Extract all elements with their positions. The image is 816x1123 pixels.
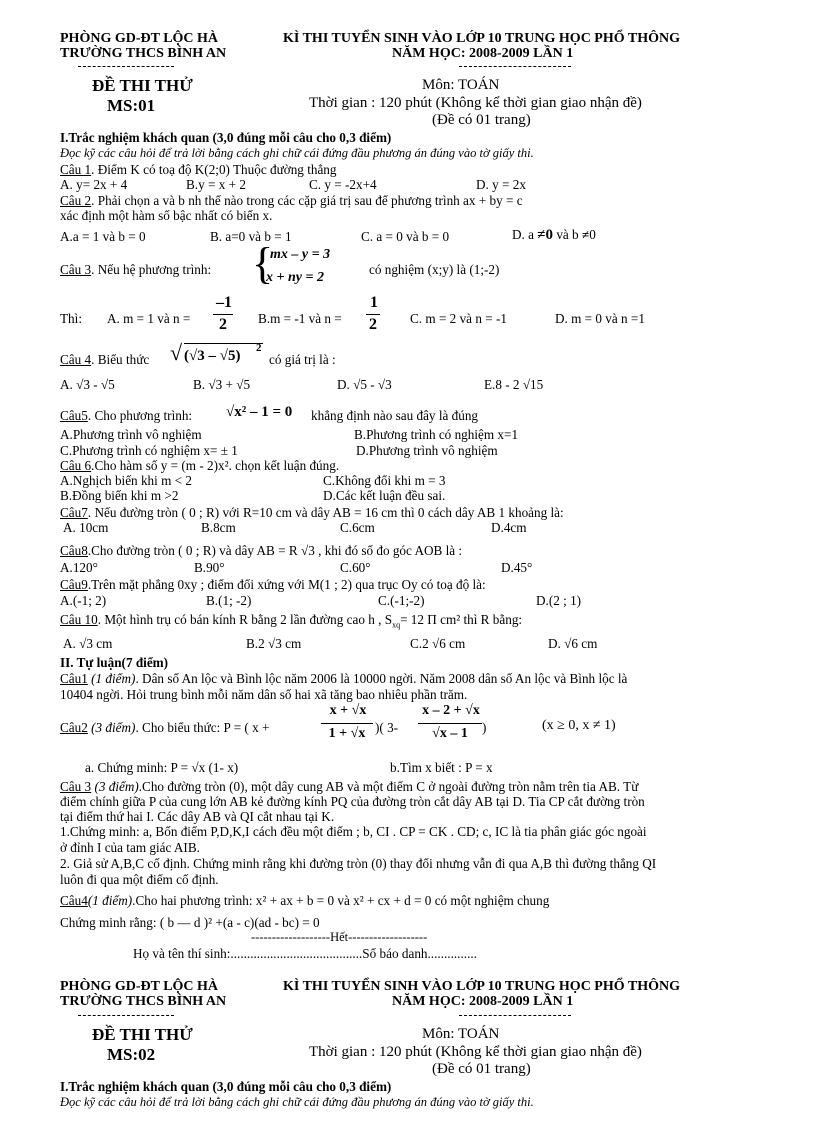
option-c: C. m = 2 và n = -1 [410,311,507,326]
option-b: B.Đồng biến khi m >2 [60,488,179,503]
question-8 [60,543,462,558]
option-a: A.120° [60,560,98,575]
question-text: . Điểm K có toạ độ K(2;0) Thuộc đường thẳng [91,162,337,177]
part1-heading: I.Trắc nghiệm khách quan (3,0 đúng mỗi câu cho 0,3 điểm) [60,1079,392,1094]
option-d: D. √6 cm [548,636,598,651]
essay-3-line: tại điểm thứ hai I. Các dây AB và QI cắt nhau tại K. [60,809,335,824]
exam-code: MS:01 [107,96,156,115]
question-text: .Cho hai phương trình: x² + ax + b = 0 và x² + cx + d = 0 có một nghiệm chung [132,893,550,908]
question-label: Câu 6 [60,458,92,473]
question-text: . Biểu thức [91,352,150,367]
option-a: A.Nghịch biến khi m < 2 [60,473,192,488]
fraction-numerator: –1 [216,294,232,311]
question-5 [60,408,192,423]
question-label: Câu 1 [60,162,92,177]
exam-name: KÌ THI TUYỂN SINH VÀO LỚP 10 TRUNG HỌC PHỔ THÔNG [283,979,681,994]
fraction-numerator: x – 2 + √x [422,703,480,718]
system-equation-1: mx – y = 3 [270,247,331,262]
page-count: (Đề có 01 trang) [432,112,531,128]
school-name: TRƯỜNG THCS BÌNH AN [60,46,227,61]
question-label: Câu 4 [60,352,92,367]
option-b: B. √3 + √5 [193,377,251,392]
essay-3-line: 1.Chứng minh: a, Bốn điểm P,D,K,I cách đều một điểm ; b, CI . CP = CK . CD; c, IC là tia phân giác góc ngoài [60,824,647,839]
option-b: B.Phương trình có nghiệm x=1 [354,427,519,442]
fraction-numerator: 1 [370,294,378,311]
question-3-then: Thì: [60,311,82,326]
subject: Môn: TOÁN [422,77,500,93]
question-text: .Trên mặt phẳng 0xy ; điểm đối xứng với M(1 ; 2) qua trục Oy có toạ độ là: [87,577,486,592]
essay-1-cont: 10404 ngời. Hỏi trung bình mỗi năm dân số hai xã tăng bao nhiêu phần trăm. [60,687,468,702]
essay-4 [60,893,549,908]
option-d [512,227,596,244]
question-text: . Cho phương trình: [87,408,193,423]
fraction-bar [213,314,233,315]
fraction-bar [321,723,373,724]
option-text: 0 [545,227,554,243]
option-a: A. 10cm [63,520,109,535]
exam-title: ĐỀ THI THỬ [92,76,193,95]
essay-2-part-a: a. Chứng minh: P = √x (1- x) [85,760,239,775]
part1-heading: I.Trắc nghiệm khách quan (3,0 đúng mỗi câu cho 0,3 điểm) [60,130,392,145]
question-label: Câu5 [60,408,88,423]
option-text: D. a [512,227,534,242]
option-a: A. √3 - √5 [60,377,115,392]
question-points: (1 điểm) [87,893,133,908]
question-points: (3 điểm) [91,779,139,794]
option-b: B.90° [194,560,225,575]
option-c: C.6cm [340,520,375,535]
question-text: = 12 Π cm² thì R bằng: [400,612,523,627]
question-4 [60,352,149,367]
question-label: Câu9 [60,577,88,592]
exam-title: ĐỀ THI THỬ [92,1025,193,1044]
option-text: 0 [589,227,596,242]
divider [459,1015,571,1016]
exam-time: Thời gian : 120 phút (Không kể thời gian giao nhận đề) [309,95,642,111]
option-b: B.y = x + 2 [186,177,246,192]
option-e: E.8 - 2 √15 [484,377,544,392]
divider [78,1015,174,1016]
question-6 [60,458,339,473]
question-label: Câu 10 [60,612,98,627]
question-label: Câu 3 [60,779,92,794]
question-text: .Cho đường tròn (0), một dây cung AB và một điểm C ở ngoài đường tròn nằm trên tia AB. Từ [138,779,639,794]
essay-1 [60,671,627,686]
neq-symbol: ≠ [537,227,546,243]
candidate-info: Họ và tên thí sinh:........................................Số báo danh............... [133,946,477,961]
question-label: Câu1 [60,671,88,686]
fraction-denominator: 2 [369,316,377,333]
question-3 [60,262,211,277]
system-equation-2: x + ny = 2 [266,270,324,285]
question-text: . Dân số An lộc và Bình lộc năm 2006 là 10000 ngời. Năm 2008 dân số An lộc và Bình lộc là [135,671,628,686]
option-b: B.m = -1 và n = [258,311,342,326]
essay-4-cont: Chứng minh rằng: ( b — d )² +(a - c)(ad - bc) = 0 [60,915,320,930]
option-d: D. √5 - √3 [337,377,392,392]
part1-instruction: Đọc kỹ các câu hỏi để trả lời bằng cách ghi chữ cái đứng đầu phương án đúng vào tờ giấy thi. [60,146,534,160]
school-year: NĂM HỌC: 2008-2009 LẦN 1 [392,994,574,1009]
radicand: (√3 – √5) [184,348,241,364]
subscript: xq [392,620,401,630]
option-d: D.Các kết luận đều sai. [323,488,446,503]
divider [459,66,571,67]
expression-part: ) [482,720,487,735]
exam-time: Thời gian : 120 phút (Không kể thời gian giao nhận đề) [309,1044,642,1060]
school-department: PHÒNG GD-ĐT LỘC HÀ [60,979,219,994]
school-name: TRƯỜNG THCS BÌNH AN [60,994,227,1009]
option-d: D. y = 2x [476,177,526,192]
option-d: D. m = 0 và n =1 [555,311,645,326]
fraction-numerator: x + √x [329,703,367,718]
option-c: C.(-1;-2) [378,593,425,608]
option-d: D.(2 ; 1) [536,593,582,608]
exam-name: KÌ THI TUYỂN SINH VÀO LỚP 10 TRUNG HỌC PHỔ THÔNG [283,31,681,46]
essay-3-line: 2. Giả sử A,B,C cố định. Chứng minh rằng khi đường tròn (0) thay đổi nhưng vẫn đi qua A,B thì đường thẳng QI [60,856,657,871]
question-9 [60,577,486,592]
question-label: Câu4 [60,893,88,908]
question-4-tail: có giá trị là : [269,352,336,367]
sqrt-sign: √ [170,340,183,365]
divider [78,66,174,67]
option-d: D.Phương trình vô nghiệm [356,443,498,458]
part1-instruction: Đọc kỹ các câu hỏi để trả lời bằng cách ghi chữ cái đứng đầu phương án đúng vào tờ giấy thi. [60,1095,534,1109]
essay-3 [60,779,638,794]
essay-3-line: điểm chính giữa P của cung lớn AB kẻ đường kính PQ của đường tròn cắt dây AB tại D. Tia CP cắt đường tròn [60,794,645,809]
exam-code: MS:02 [107,1045,156,1064]
equation: √x² – 1 = 0 [226,404,293,420]
question-7 [60,505,564,520]
sqrt-bar [184,343,263,344]
fraction-bar [366,314,380,315]
page-count: (Đề có 01 trang) [432,1061,531,1077]
condition: (x ≥ 0, x ≠ 1) [542,718,616,733]
question-10 [60,612,522,630]
option-b: B.(1; -2) [206,593,252,608]
question-5-tail: khẳng định nào sau đây là đúng [311,408,479,423]
option-a: A. y= 2x + 4 [60,177,128,192]
part2-heading: II. Tự luận(7 điểm) [60,655,169,670]
option-b: B.2 √3 cm [246,636,302,651]
option-b: B. a=0 và b = 1 [210,229,292,244]
option-c: C.Phương trình có nghiệm x= ± 1 [60,443,238,458]
system-brace: { [252,239,274,288]
question-1 [60,162,337,177]
question-3-tail: có nghiệm (x;y) là (1;-2) [369,262,500,277]
option-text: và b [556,227,579,242]
option-c: C.Không đổi khi m = 3 [323,473,446,488]
question-points: (1 điểm) [87,671,136,686]
option-a: A.Phương trình vô nghiệm [60,427,202,442]
option-c: C.60° [340,560,371,575]
fraction-denominator: √x – 1 [432,726,468,741]
question-label: Câu2 [60,720,88,735]
essay-3-line: ở đỉnh I của tam giác AIB. [60,840,200,855]
option-a: A.(-1; 2) [60,593,107,608]
question-text: . Cho biểu thức: P = ( x + [135,720,270,735]
option-c: C. a = 0 và b = 0 [361,229,450,244]
question-label: Câu 3 [60,262,92,277]
question-text: . Nếu hệ phương trình: [91,262,212,277]
question-label: Câu 2 [60,193,92,208]
option-a: A. √3 cm [63,636,113,651]
question-text: .Cho đường tròn ( 0 ; R) và dây AB = R √3 , khi đó số đo góc AOB là : [87,543,463,558]
question-text: . Phải chọn a và b nh thế nào trong các cặp giá trị sau để phương trình ax + by = c [91,193,523,208]
question-text: . Nếu đường tròn ( 0 ; R) với R=10 cm và dây AB = 16 cm thì 0 cách dây AB 1 khoảng là: [87,505,564,520]
essay-2-part-b: b.Tìm x biết : P = x [390,760,493,775]
school-year: NĂM HỌC: 2008-2009 LẦN 1 [392,46,574,61]
fraction-denominator: 2 [219,316,227,333]
question-text: .Cho hàm số y = (m - 2)x². chọn kết luận đúng. [91,458,340,473]
exponent: 2 [256,342,262,354]
school-department: PHÒNG GD-ĐT LỘC HÀ [60,31,219,46]
question-points: (3 điểm) [87,720,136,735]
expression-part: )( 3- [375,720,399,735]
question-label: Câu7 [60,505,88,520]
neq-symbol: ≠ [581,227,590,242]
option-c: C. y = -2x+4 [309,177,377,192]
option-a: A. m = 1 và n = [107,311,191,326]
subject: Môn: TOÁN [422,1026,500,1042]
question-2 [60,193,523,208]
option-d: D.45° [501,560,533,575]
option-b: B.8cm [201,520,236,535]
option-a: A.a = 1 và b = 0 [60,229,146,244]
essay-3-line: luôn đi qua một điểm cố định. [60,872,219,887]
option-d: D.4cm [491,520,527,535]
end-marker: -------------------Hết------------------- [251,930,428,944]
essay-2 [60,720,269,735]
question-label: Câu8 [60,543,88,558]
fraction-bar [418,723,482,724]
question-2-cont: xác định một hàm số bậc nhất có biến x. [60,208,273,223]
option-c: C.2 √6 cm [410,636,466,651]
fraction-denominator: 1 + √x [328,726,366,741]
question-text: . Một hình trụ có bán kính R bằng 2 lần đường cao h , S [97,612,393,627]
